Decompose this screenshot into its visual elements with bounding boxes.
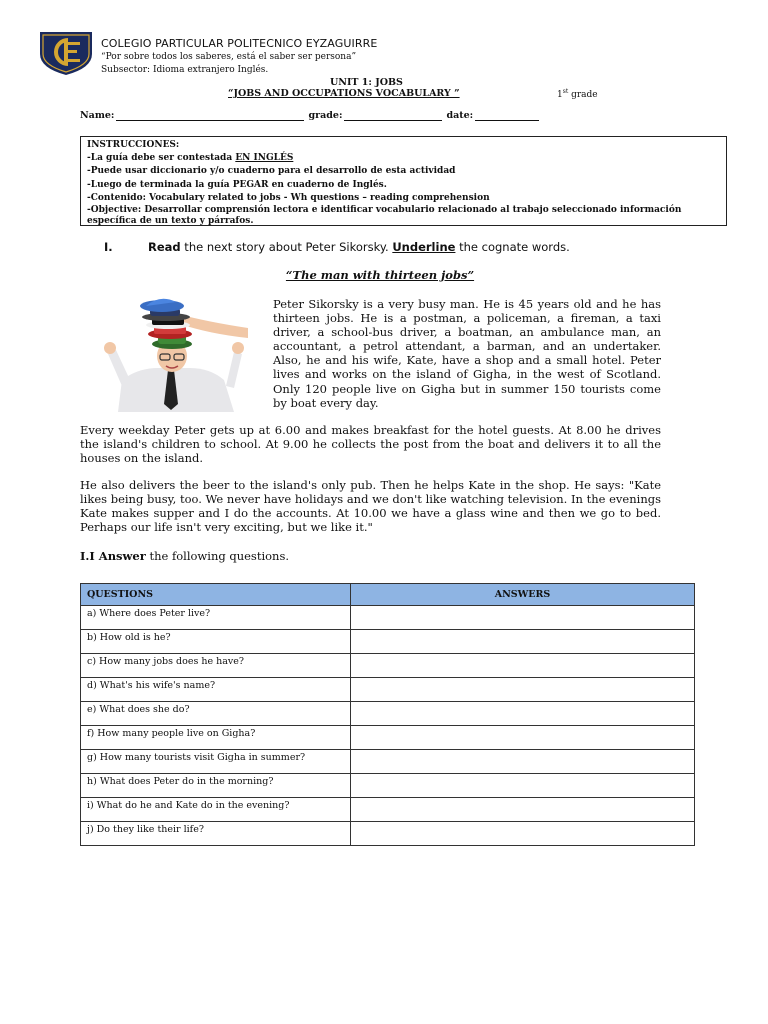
- instruction-line: -Puede usar diccionario y/o cuaderno para el desarrollo de esta actividad: [87, 166, 456, 177]
- table-row: [81, 678, 695, 702]
- question-cell: c) How many jobs does he have?: [81, 654, 351, 678]
- answer-cell[interactable]: [351, 630, 695, 654]
- question-cell: h) What does Peter do in the morning?: [81, 774, 351, 798]
- answer-cell[interactable]: [351, 702, 695, 726]
- unit-title: UNIT 1: JOBS: [330, 77, 403, 88]
- story-paragraph: He also delivers the beer to the island's only pub. Then he helps Kate in the shop. He says: "Kate likes being busy, too. We never have holidays and we don't like watching television. In the evenings Kate makes supper and I do the accounts. At 10.00 we have a glass wine and then we go to bed. Perhaps our life isn't very exciting, but we like it.": [80, 478, 661, 535]
- answer-cell[interactable]: [351, 726, 695, 750]
- name-field[interactable]: [116, 110, 304, 121]
- instruction-line: -La guía debe ser contestada EN INGLÉS: [87, 153, 294, 164]
- grade-field[interactable]: [344, 110, 442, 121]
- subsector: Subsector: Idioma extranjero Inglés.: [101, 65, 269, 75]
- instruction-line: -Contenido: Vocabulary related to jobs - Wh questions – reading comprehension: [87, 192, 490, 203]
- story-title: “The man with thirteen jobs”: [285, 268, 475, 282]
- instructions-box: [80, 136, 727, 226]
- question-cell: j) Do they like their life?: [81, 822, 351, 846]
- table-row: [81, 630, 695, 654]
- instruction-line: -Luego de terminada la guía PEGAR en cuaderno de Inglés.: [87, 179, 387, 190]
- answer-instruction: I.I Answer the following questions.: [80, 549, 290, 563]
- answer-cell[interactable]: [351, 750, 695, 774]
- story-paragraph: Peter Sikorsky is a very busy man. He is 45 years old and he has thirteen jobs. He is a postman, a policeman, a fireman, a taxi driver, a school-bus driver, a boatman, an ambulance man, an accountant, a petrol attendant, a barman, and an undertaker. Also, he and his wife, Kate, have a shop and a small hotel. Peter lives and works on the island of Gigha, in the west of Scotland. Only 120 people live on Gigha but in summer 150 tourists come by boat every day.: [273, 297, 661, 410]
- question-cell: a) Where does Peter live?: [81, 606, 351, 630]
- answer-cell[interactable]: [351, 606, 695, 630]
- answer-cell[interactable]: [351, 822, 695, 846]
- man-with-stacked-hats-image: [98, 294, 248, 412]
- question-cell: g) How many tourists visit Gigha in summer?: [81, 750, 351, 774]
- answer-cell[interactable]: [351, 654, 695, 678]
- date-field[interactable]: [475, 110, 539, 121]
- school-name: COLEGIO PARTICULAR POLITECNICO EYZAGUIRRE: [101, 37, 378, 50]
- question-cell: f) How many people live on Gigha?: [81, 726, 351, 750]
- table-row: [81, 798, 695, 822]
- date-label: date:: [446, 110, 474, 121]
- questions-table: [80, 583, 695, 846]
- grade-level: 1st grade: [557, 88, 598, 100]
- student-info-row: [80, 110, 550, 121]
- answer-cell[interactable]: [351, 798, 695, 822]
- story-paragraph: Every weekday Peter gets up at 6.00 and makes breakfast for the hotel guests. At 8.00 he drives the island's children to school. At 9.00 he collects the post from the boat and delivers it to all the houses on the island.: [80, 423, 661, 466]
- answer-cell[interactable]: [351, 678, 695, 702]
- table-header-row: [81, 584, 695, 606]
- question-cell: d) What's his wife's name?: [81, 678, 351, 702]
- questions-column-header: QUESTIONS: [81, 584, 351, 606]
- section-one-instruction: I. Read the next story about Peter Sikorsky. Underline the cognate words.: [104, 240, 570, 254]
- instructions-heading: INSTRUCCIONES:: [87, 140, 180, 150]
- table-row: [81, 654, 695, 678]
- table-row: [81, 606, 695, 630]
- answer-cell[interactable]: [351, 774, 695, 798]
- table-row: [81, 726, 695, 750]
- table-row: [81, 750, 695, 774]
- question-cell: e) What does she do?: [81, 702, 351, 726]
- school-motto: “Por sobre todos los saberes, está el saber ser persona”: [101, 52, 357, 62]
- table-row: [81, 774, 695, 798]
- school-crest-logo: [38, 28, 94, 76]
- worksheet-title: “JOBS AND OCCUPATIONS VOCABULARY ”: [228, 88, 460, 99]
- question-cell: i) What do he and Kate do in the evening?: [81, 798, 351, 822]
- name-label: Name:: [80, 110, 115, 121]
- grade-label: grade:: [308, 110, 343, 121]
- question-cell: b) How old is he?: [81, 630, 351, 654]
- table-row: [81, 702, 695, 726]
- answers-column-header: ANSWERS: [351, 584, 695, 606]
- instruction-line: -Objective: Desarrollar comprensión lectora e identificar vocabulario relacionado al trabajo seleccionado información específica de un texto y párrafos.: [87, 205, 682, 227]
- table-row: [81, 822, 695, 846]
